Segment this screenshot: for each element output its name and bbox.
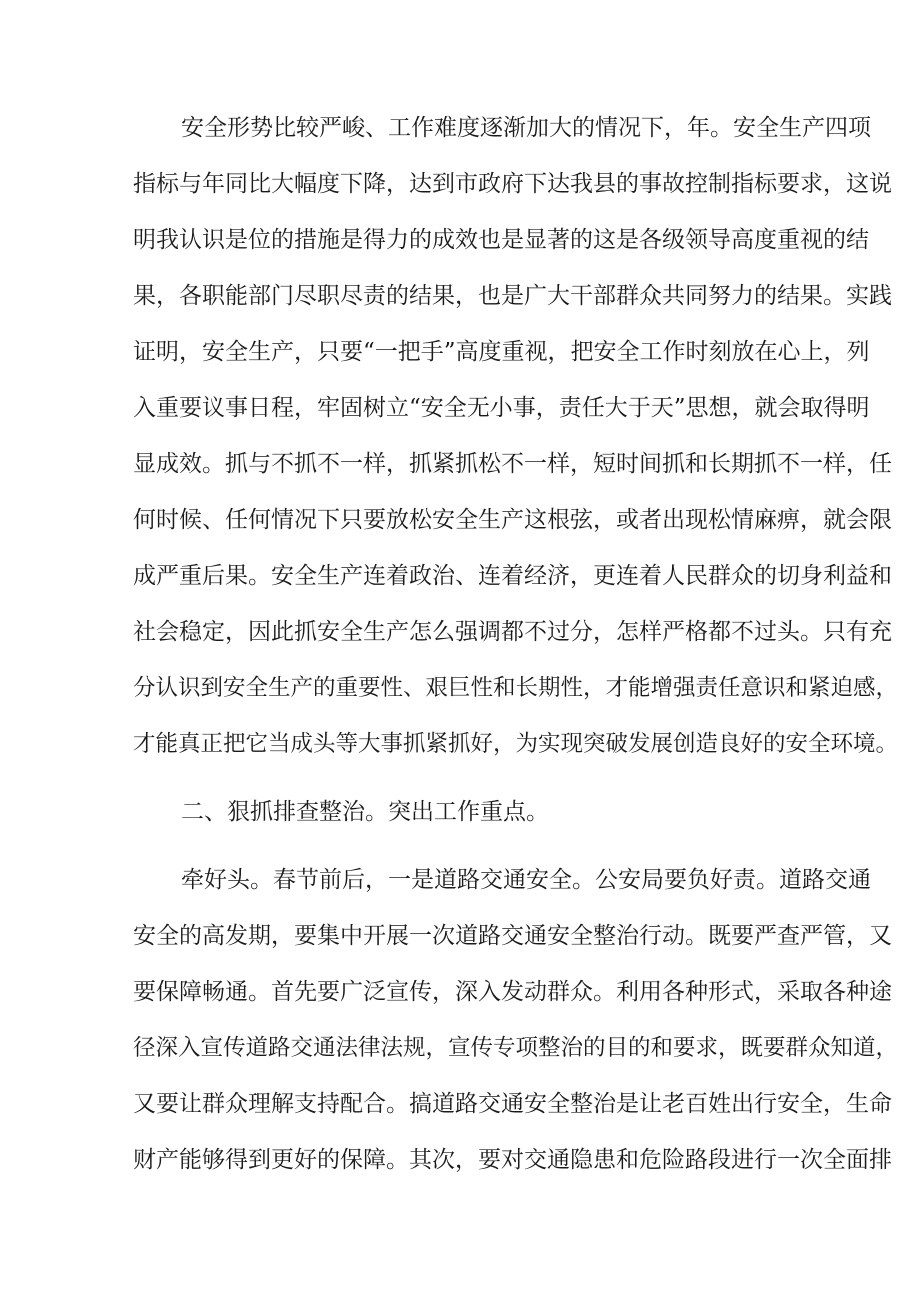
paragraph-2-line-6: 财产能够得到更好的保障。其次，要对交通隐患和危险路段进行一次全面排 — [133, 1147, 892, 1173]
paragraph-1-line-8: 何时候、任何情况下只要放松安全生产这根弦，或者出现松情麻痹，就会限 — [133, 507, 892, 533]
paragraph-1-line-10: 社会稳定，因此抓安全生产怎么强调都不过分，怎样严格都不过头。只有充 — [133, 619, 892, 645]
paragraph-2-line-2: 安全的高发期，要集中开展一次道路交通安全整治行动。既要严查严管，又 — [133, 923, 892, 949]
paragraph-1-line-1: 安全形势比较严峻、工作难度逐渐加大的情况下，年。安全生产四项 — [181, 115, 871, 141]
paragraph-2-line-4: 径深入宣传道路交通法律法规，宣传专项整治的目的和要求，既要群众知道， — [133, 1035, 899, 1061]
paragraph-2-line-1: 牵好头。春节前后，一是道路交通安全。公安局要负好责。道路交通 — [181, 867, 871, 893]
section-heading-2: 二、狠抓排查整治。突出工作重点。 — [181, 799, 549, 825]
paragraph-1-line-3: 明我认识是位的措施是得力的成效也是显著的这是各级领导高度重视的结 — [133, 227, 869, 253]
paragraph-1-line-7: 显成效。抓与不抓不一样，抓紧抓松不一样，短时间抓和长期抓不一样，任 — [133, 451, 892, 477]
paragraph-1-line-5: 证明，安全生产，只要“一把手”高度重视，把安全工作时刻放在心上，列 — [133, 339, 870, 365]
paragraph-1-line-12: 才能真正把它当成头等大事抓紧抓好，为实现突破发展创造良好的安全环境。 — [133, 731, 899, 757]
paragraph-1-line-11: 分认识到安全生产的重要性、艰巨性和长期性，才能增强责任意识和紧迫感， — [133, 675, 899, 701]
paragraph-1-line-2: 指标与年同比大幅度下降，达到市政府下达我县的事故控制指标要求，这说 — [133, 171, 892, 197]
paragraph-1-line-4: 果，各职能部门尽职尽责的结果，也是广大干部群众共同努力的结果。实践 — [133, 283, 892, 309]
paragraph-1-line-6: 入重要议事日程，牢固树立“安全无小事，责任大于天”思想，就会取得明 — [133, 395, 870, 421]
paragraph-1-line-9: 成严重后果。安全生产连着政治、连着经济，更连着人民群众的切身利益和 — [133, 563, 892, 589]
paragraph-2-line-5: 又要让群众理解支持配合。搞道路交通安全整治是让老百姓出行安全，生命 — [133, 1091, 892, 1117]
paragraph-2-line-3: 要保障畅通。首先要广泛宣传，深入发动群众。利用各种形式，采取各种途 — [133, 979, 892, 1005]
